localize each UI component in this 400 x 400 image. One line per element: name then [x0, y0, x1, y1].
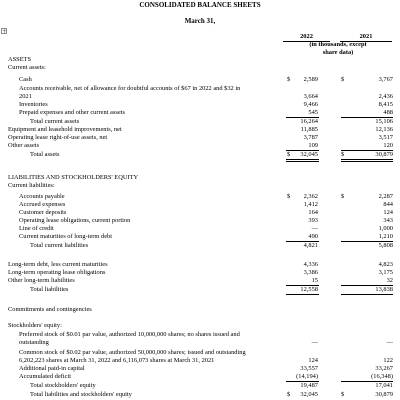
row-label: Total current assets	[30, 118, 80, 125]
row-label: Customer deposits	[19, 209, 67, 216]
value-2022: —	[311, 225, 318, 232]
units-note-line2: share data)	[322, 48, 354, 56]
column-header-2022-label: 2022	[283, 33, 330, 42]
value-2022: 1,412	[303, 201, 318, 208]
table-row	[0, 76, 400, 84]
value-2021: 122	[383, 357, 393, 364]
row-label: Additional paid-in capital	[19, 365, 85, 372]
table-row	[0, 373, 400, 381]
value-2021: 2,287	[378, 193, 393, 200]
commitments-row	[0, 306, 400, 314]
units-note	[283, 41, 393, 56]
value-2022: 4,821	[303, 242, 318, 249]
row-label: Total liabilities and stockholders' equity	[30, 391, 132, 398]
dollar-sign: $	[287, 151, 291, 158]
commitments-label: Commitments and contingencies	[8, 306, 92, 313]
value-2021: 33,267	[375, 365, 393, 372]
equity-heading: Stockholders' equity:	[8, 322, 62, 329]
current-liabilities-heading-row	[0, 182, 400, 190]
liabilities-heading-row	[0, 174, 400, 182]
value-2022: 3,664	[303, 93, 318, 100]
table-row	[0, 193, 400, 201]
table-row	[0, 217, 400, 225]
dollar-sign: $	[341, 151, 345, 158]
value-2021: 30,879	[375, 391, 393, 398]
row-label: Preferred stock of $0.01 par value, authorized 10,000,000 shares; no shares issued and	[19, 331, 240, 338]
dollar-sign: $	[341, 193, 345, 200]
table-row	[0, 365, 400, 373]
value-2022: 109	[308, 142, 318, 149]
row-label: Accumulated deficit	[19, 373, 71, 380]
value-2021: 15,106	[375, 118, 393, 125]
table-row	[0, 261, 400, 269]
table-row	[0, 233, 400, 241]
value-2022: 32,045	[300, 151, 318, 158]
current-liabilities-heading: Current liabilities:	[8, 182, 55, 189]
row-label: Prepaid expenses and other current assets	[19, 109, 125, 116]
table-row	[0, 357, 400, 365]
table-row	[0, 126, 400, 134]
table-row	[0, 93, 400, 101]
value-2022: (14,194)	[296, 373, 318, 380]
value-2022: 11,885	[300, 126, 318, 133]
row-label: Other long-term liabilities	[8, 277, 75, 284]
value-2022: 32,045	[300, 391, 318, 398]
table-row	[0, 331, 400, 339]
table-row	[0, 142, 400, 150]
value-2021: 124	[383, 209, 393, 216]
value-2021: 12,136	[375, 126, 393, 133]
value-2021: 844	[383, 201, 393, 208]
table-row	[0, 209, 400, 217]
row-label: Operating lease right-of-use assets, net	[8, 134, 108, 141]
value-2021: 17,041	[375, 382, 393, 389]
row-label: Equipment and leasehold improvements, net	[8, 126, 122, 133]
value-2022: 33,557	[300, 365, 318, 372]
value-2021: 3,517	[378, 134, 393, 141]
value-2022: 545	[308, 109, 318, 116]
value-2022: 2,589	[303, 76, 318, 83]
value-2022: 12,558	[300, 286, 318, 293]
equity-heading-row	[0, 322, 400, 330]
value-2022: 393	[308, 217, 318, 224]
assets-heading: ASSETS	[8, 56, 32, 63]
row-label: Accounts receivable, net of allowance for doubtful accounts of $67 in 2022 and $32 in	[19, 85, 241, 92]
table-row	[0, 339, 400, 347]
table-row	[0, 349, 400, 357]
value-2021: 3,767	[378, 76, 393, 83]
row-label: Inventories	[19, 101, 48, 108]
value-2021: —	[386, 339, 393, 346]
current-assets-heading: Current assets:	[8, 64, 46, 71]
value-2021: 30,879	[375, 151, 393, 158]
table-row	[0, 277, 400, 285]
value-2021: 8,415	[378, 101, 393, 108]
dollar-sign: $	[287, 391, 291, 398]
table-row	[0, 118, 400, 126]
units-note-line1: (in thousands, except	[309, 41, 367, 48]
value-2021: 343	[383, 217, 393, 224]
row-label: Total assets	[30, 151, 60, 158]
row-label: Line of credit	[19, 225, 54, 232]
row-label: Current maturities of long-term debt	[19, 233, 112, 240]
dollar-sign: $	[287, 193, 291, 200]
table-row	[0, 85, 400, 93]
assets-heading-row	[0, 56, 400, 64]
dollar-sign: $	[287, 76, 291, 83]
value-2022: 164	[308, 209, 318, 216]
value-2022: 3,787	[303, 134, 318, 141]
row-label: Total stockholders' equity	[30, 382, 96, 389]
table-row	[0, 382, 400, 390]
value-2021: 1,000	[378, 225, 393, 232]
row-label: Long-term debt, less current maturities	[8, 261, 108, 268]
table-row	[0, 101, 400, 109]
table-row	[0, 391, 400, 399]
table-row	[0, 242, 400, 250]
value-2022: 4,336	[303, 261, 318, 268]
current-assets-heading-row	[0, 64, 400, 72]
value-2022: 9,466	[303, 101, 318, 108]
table-row	[0, 286, 400, 294]
row-label-cont: 2021	[19, 93, 32, 100]
row-label: Other assets	[8, 142, 40, 149]
table-row	[0, 151, 400, 159]
value-2021: (16,348)	[371, 373, 393, 380]
value-2022: 15	[311, 277, 318, 284]
row-label: Long-term operating lease obligations	[8, 269, 106, 276]
value-2021: 4,823	[378, 261, 393, 268]
row-label: Operating lease obligations, current portion	[19, 217, 131, 224]
value-2022: 16,264	[300, 118, 318, 125]
dollar-sign: $	[341, 76, 345, 83]
row-label-cont: outstanding	[19, 339, 49, 346]
table-row	[0, 134, 400, 142]
page-title: CONSOLIDATED BALANCE SHEETS	[139, 1, 261, 9]
row-label: Common stock of $0.02 par value, authorized 50,000,000 shares; issued and outstanding	[19, 349, 246, 356]
value-2021: 1,210	[378, 233, 393, 240]
value-2021: 2,436	[378, 93, 393, 100]
page-subtitle: March 31,	[184, 17, 216, 25]
row-label: Total current liabilities	[30, 242, 89, 249]
value-2022: 124	[308, 357, 318, 364]
value-2022: 19,487	[300, 382, 318, 389]
value-2022: 3,386	[303, 269, 318, 276]
column-header-2021-label: 2021	[340, 33, 392, 42]
value-2022: 2,362	[303, 193, 318, 200]
value-2021: 32	[386, 277, 393, 284]
value-2021: 13,838	[375, 286, 393, 293]
subtotal-rule	[286, 294, 319, 295]
value-2022: —	[311, 339, 318, 346]
table-row	[0, 269, 400, 277]
expand-icon[interactable]: +	[2, 28, 8, 35]
liabilities-heading: LIABILITIES AND STOCKHOLDERS' EQUITY	[8, 174, 139, 181]
table-row	[0, 225, 400, 233]
row-label: Cash	[19, 76, 32, 83]
row-label: Accrued expenses	[19, 201, 66, 208]
value-2022: 490	[308, 233, 318, 240]
value-2021: 120	[383, 142, 393, 149]
row-label-cont: 6,202,223 shares at March 31, 2022 and 6,116,073 shares at March 31, 2021	[19, 357, 215, 364]
row-label: Total liabilities	[30, 286, 69, 293]
subtotal-rule	[341, 294, 393, 295]
dollar-sign: $	[341, 391, 345, 398]
total-rule	[341, 159, 393, 162]
value-2021: 3,175	[378, 269, 393, 276]
table-row	[0, 201, 400, 209]
value-2021: 488	[383, 109, 393, 116]
row-label: Accounts payable	[19, 193, 65, 200]
value-2021: 5,808	[378, 242, 393, 249]
total-rule	[286, 159, 319, 162]
table-row	[0, 109, 400, 117]
